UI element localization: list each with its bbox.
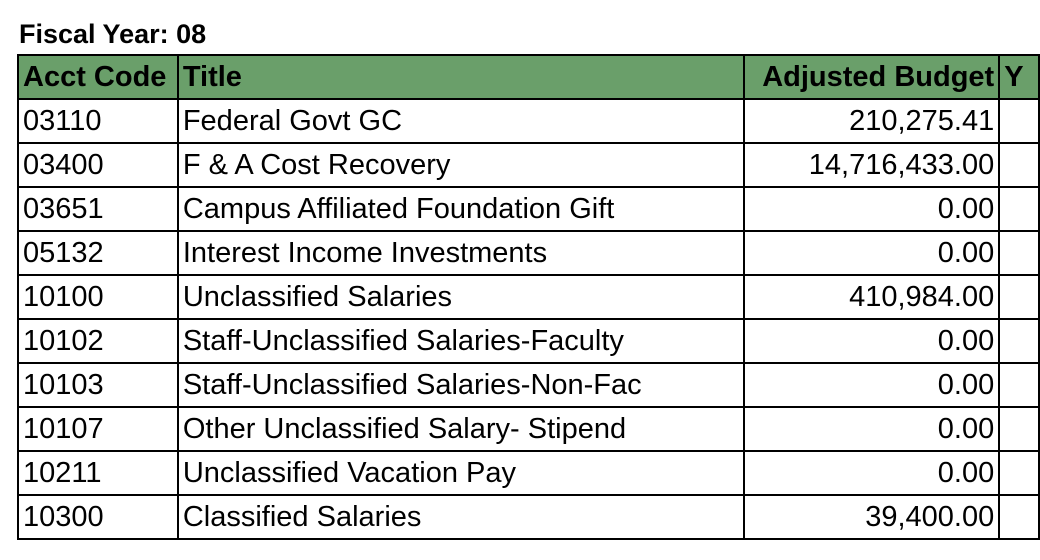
budget-cell[interactable]: 210,275.41 xyxy=(744,99,1000,143)
budget-cell[interactable]: 0.00 xyxy=(744,451,1000,495)
acct-code-cell[interactable]: 03651 xyxy=(18,187,178,231)
budget-cell[interactable]: 0.00 xyxy=(744,363,1000,407)
clipped-cell[interactable] xyxy=(999,407,1039,451)
table-row xyxy=(18,495,1039,539)
clipped-cell[interactable] xyxy=(999,99,1039,143)
clipped-cell[interactable] xyxy=(999,451,1039,495)
title-cell[interactable]: Unclassified Salaries xyxy=(178,275,744,319)
header-clipped-column[interactable]: Y xyxy=(999,55,1039,99)
title-cell[interactable]: Federal Govt GC xyxy=(178,99,744,143)
acct-code-cell[interactable]: 05132 xyxy=(18,231,178,275)
clipped-cell[interactable] xyxy=(999,319,1039,363)
budget-cell[interactable]: 0.00 xyxy=(744,187,1000,231)
header-adjusted-budget[interactable]: Adjusted Budget xyxy=(744,55,1000,99)
budget-cell[interactable]: 14,716,433.00 xyxy=(744,143,1000,187)
table-row xyxy=(18,275,1039,319)
title-cell[interactable]: Unclassified Vacation Pay xyxy=(178,451,744,495)
clipped-cell[interactable] xyxy=(999,495,1039,539)
fiscal-year-title: Fiscal Year: 08 xyxy=(19,19,207,49)
clipped-cell[interactable] xyxy=(999,275,1039,319)
title-cell[interactable]: Campus Affiliated Foundation Gift xyxy=(178,187,744,231)
clipped-cell[interactable] xyxy=(999,187,1039,231)
clipped-cell[interactable] xyxy=(999,363,1039,407)
table-row xyxy=(18,363,1039,407)
table-row xyxy=(18,451,1039,495)
budget-cell[interactable]: 0.00 xyxy=(744,231,1000,275)
acct-code-cell[interactable]: 10107 xyxy=(18,407,178,451)
acct-code-cell[interactable]: 03400 xyxy=(18,143,178,187)
header-title[interactable]: Title xyxy=(178,55,744,99)
header-row xyxy=(18,55,1039,99)
acct-code-cell[interactable]: 10100 xyxy=(18,275,178,319)
table-row xyxy=(18,187,1039,231)
table-row xyxy=(18,231,1039,275)
budget-cell[interactable]: 0.00 xyxy=(744,407,1000,451)
title-cell[interactable]: Staff-Unclassified Salaries-Non-Fac xyxy=(178,363,744,407)
table-row xyxy=(18,407,1039,451)
acct-code-cell[interactable]: 03110 xyxy=(18,99,178,143)
acct-code-cell[interactable]: 10102 xyxy=(18,319,178,363)
acct-code-cell[interactable]: 10211 xyxy=(18,451,178,495)
title-cell[interactable]: F & A Cost Recovery xyxy=(178,143,744,187)
clipped-cell[interactable] xyxy=(999,143,1039,187)
acct-code-cell[interactable]: 10103 xyxy=(18,363,178,407)
clipped-cell[interactable] xyxy=(999,231,1039,275)
table-row xyxy=(18,319,1039,363)
table-row xyxy=(18,99,1039,143)
budget-cell[interactable]: 39,400.00 xyxy=(744,495,1000,539)
title-cell[interactable]: Interest Income Investments xyxy=(178,231,744,275)
header-acct-code[interactable]: Acct Code xyxy=(18,55,178,99)
title-cell[interactable]: Other Unclassified Salary- Stipend xyxy=(178,407,744,451)
title-cell[interactable]: Staff-Unclassified Salaries-Faculty xyxy=(178,319,744,363)
acct-code-cell[interactable]: 10300 xyxy=(18,495,178,539)
title-cell[interactable]: Classified Salaries xyxy=(178,495,744,539)
table-row xyxy=(18,143,1039,187)
budget-cell[interactable]: 410,984.00 xyxy=(744,275,1000,319)
budget-cell[interactable]: 0.00 xyxy=(744,319,1000,363)
budget-table xyxy=(17,54,1040,540)
